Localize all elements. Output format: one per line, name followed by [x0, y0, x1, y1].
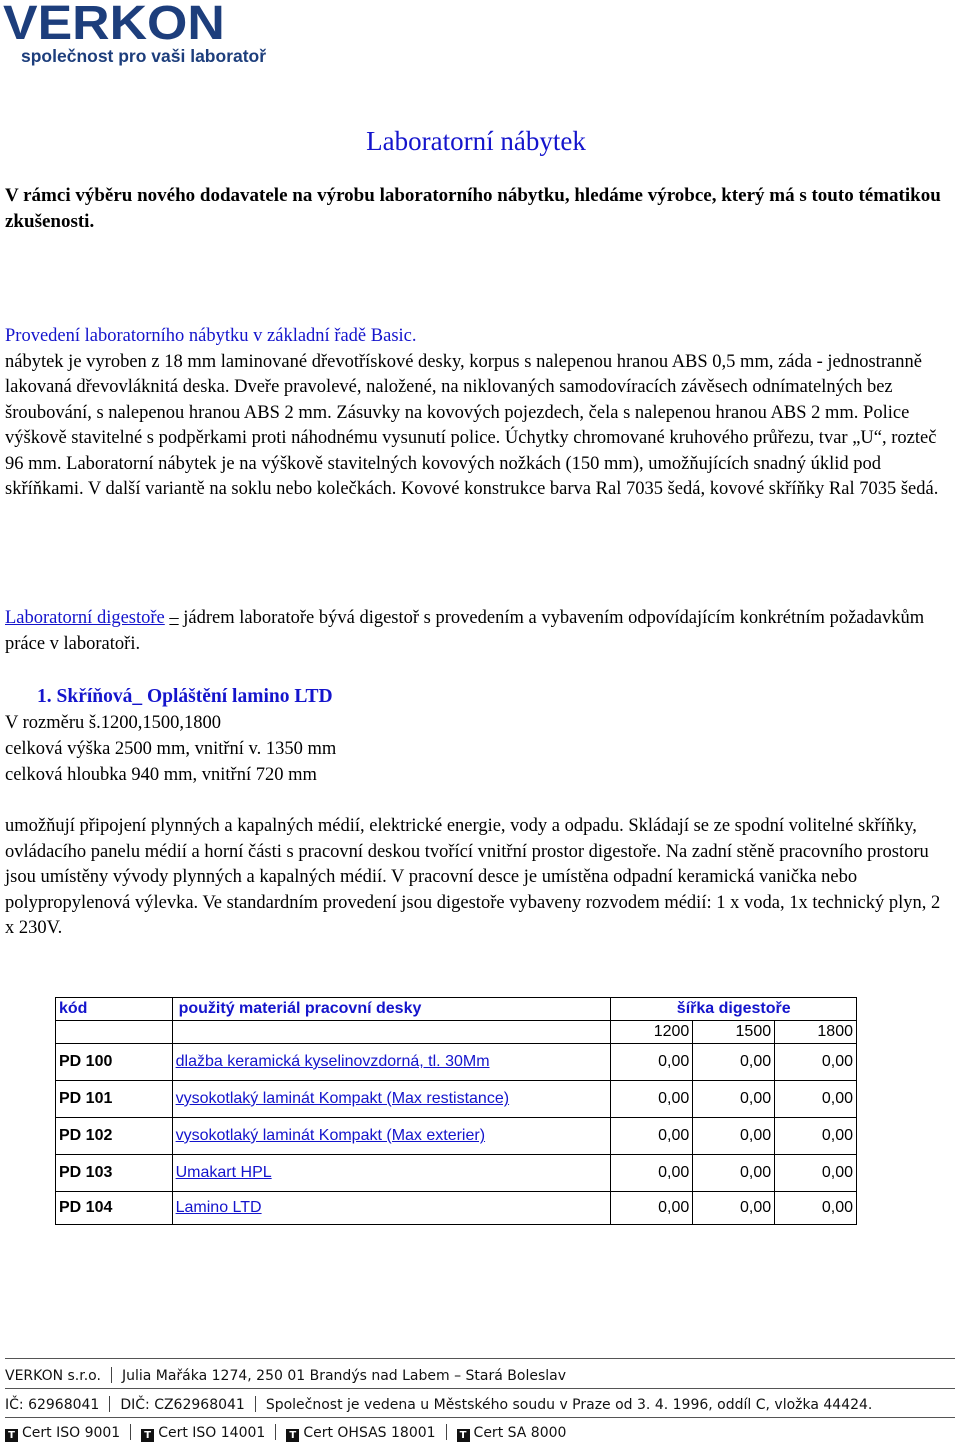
footer-address: Julia Mařáka 1274, 250 01 Brandýs nad Labem – Stará Boleslav: [121, 1368, 567, 1384]
row-value: 0,00: [611, 1081, 693, 1118]
row-value: 0,00: [693, 1155, 775, 1192]
row-value: 0,00: [611, 1155, 693, 1192]
row-code: PD 102: [56, 1118, 173, 1155]
digestor-text: jádrem laboratoře bývá digestoř s provedením a vybavením odpovídajícím konkrétním požadavkům práce v laboratoři.: [5, 608, 925, 654]
table-row: [56, 1081, 857, 1118]
item-spec: [5, 710, 336, 788]
basic-section: [5, 324, 953, 503]
table-row: [56, 1192, 857, 1225]
footer-separator: [130, 1424, 131, 1440]
header-width: šířka digestoře: [611, 998, 857, 1021]
page-title: Laboratorní nábytek: [366, 126, 586, 156]
row-material: vysokotlaký laminát Kompakt (Max exterier): [172, 1118, 611, 1155]
row-code: PD 104: [56, 1192, 173, 1225]
cert-badge-icon: T: [5, 1429, 18, 1442]
spec-line: celková hloubka 940 mm, vnitřní 720 mm: [5, 765, 317, 785]
cert-iso14001: Cert ISO 14001: [158, 1425, 266, 1441]
cert-ohsas: Cert OHSAS 18001: [303, 1425, 436, 1441]
price-table: [55, 997, 857, 1225]
table-width-row: [56, 1021, 857, 1044]
header-material: použitý materiál pracovní desky: [172, 998, 611, 1021]
width-1800: 1800: [775, 1021, 857, 1044]
row-material: vysokotlaký laminát Kompakt (Max restistance): [172, 1081, 611, 1118]
row-code: PD 101: [56, 1081, 173, 1118]
table-row: [56, 1044, 857, 1081]
row-material: dlažba keramická kyselinovzdorná, tl. 30Mm: [172, 1044, 611, 1081]
row-value: 0,00: [775, 1192, 857, 1225]
spec-line: V rozměru š.1200,1500,1800: [5, 713, 221, 733]
row-value: 0,00: [611, 1044, 693, 1081]
basic-text: nábytek je vyroben z 18 mm laminované dřevotřískové desky, korpus s nalepenou hranou ABS 0,5 mm, záda - jednostranně lakovaná dřevovláknitá deska. Dveře pravolevé, naložené, na niklovaných samodovíracích závěsech odnímatelných bez šroubování, s nalepenou hranou ABS 2 mm. Zásuvky na kovových pojezdech, čela s nalepenou hranou ABS 2 mm. Police výškově stavitelné s podpěrkami proti náhodnému vysunutí police. Úchytky chromované kruhového průřezu, tvar „U“, rozteč 96 mm. Laboratorní nábytek je na výškově stavitelných kovových nožkách (150 mm), umožňujících snadný úklid pod skříňkami. V další variantě na soklu nebo kolečkách. Kovové konstrukce barva Ral 7035 šedá, kovové skříňky Ral 7035 šedá.: [5, 351, 939, 499]
row-code: PD 103: [56, 1155, 173, 1192]
row-value: 0,00: [693, 1192, 775, 1225]
digestor-section: [5, 606, 953, 657]
row-value: 0,00: [693, 1118, 775, 1155]
logo-subtitle: společnost pro vaši laboratoř: [21, 46, 267, 66]
row-value: 0,00: [693, 1044, 775, 1081]
footer-ico: IČ: 62968041: [5, 1397, 100, 1413]
table-header-row: [56, 998, 857, 1021]
row-value: 0,00: [611, 1192, 693, 1225]
intro-paragraph: V rámci výběru nového dodavatele na výrobu laboratorního nábytku, hledáme výrobce, který má s touto tématikou zkušenosti.: [5, 185, 941, 232]
cert-iso9001: Cert ISO 9001: [22, 1425, 121, 1441]
logo-wordmark: VERKON: [3, 0, 225, 50]
digestor-heading: Laboratorní digestoře: [5, 608, 165, 628]
cert-sa8000: Cert SA 8000: [473, 1425, 567, 1441]
footer-company: VERKON s.r.o.: [5, 1368, 101, 1384]
cert-badge-icon: T: [457, 1429, 470, 1442]
row-material: Lamino LTD: [172, 1192, 611, 1225]
row-value: 0,00: [775, 1155, 857, 1192]
footer-separator: [111, 1367, 112, 1383]
width-1200: 1200: [611, 1021, 693, 1044]
table-row: [56, 1118, 857, 1155]
cert-badge-icon: T: [141, 1429, 154, 1442]
footer-separator: [109, 1396, 110, 1412]
width-1500: 1500: [693, 1021, 775, 1044]
footer-dic: DIČ: CZ62968041: [120, 1397, 245, 1413]
footer-address-row: [5, 1367, 566, 1384]
table-cell: [172, 1021, 611, 1044]
table-row: [56, 1155, 857, 1192]
row-value: 0,00: [775, 1044, 857, 1081]
digestor-dash: –: [169, 608, 179, 628]
header-code: kód: [56, 998, 173, 1021]
footer-separator: [275, 1424, 276, 1440]
row-value: 0,00: [693, 1081, 775, 1118]
row-value: 0,00: [775, 1118, 857, 1155]
description-paragraph: umožňují připojení plynných a kapalných médií, elektrické energie, vody a odpadu. Skládají se ze spodní volitelné skříňky, ovládacího panelu médií a horní části s pracovní deskou tvořící vnitřní prostor digestoře. Na zadní stěně pracovního prostoru jsou umístěny vývody plynných a kapalných médií. V pracovní desce je umístěna odpadní keramická vanička nebo polypropylenová výlevka. Ve standardním provedení jsou digestoře vybaveny rozvodem médií: 1 x voda, 1x technický plyn, 2 x 230V.: [5, 816, 941, 938]
footer-divider: [5, 1388, 955, 1389]
footer-cert-row: [5, 1424, 566, 1442]
row-value: 0,00: [775, 1081, 857, 1118]
spec-line: celková výška 2500 mm, vnitřní v. 1350 mm: [5, 739, 337, 759]
row-material: Umakart HPL: [172, 1155, 611, 1192]
table-cell: [56, 1021, 173, 1044]
company-logo: [3, 2, 273, 66]
footer-separator: [446, 1424, 447, 1440]
footer-registry: Společnost je vedena u Městského soudu v Praze od 3. 4. 1996, oddíl C, vložka 44424.: [265, 1397, 873, 1413]
basic-heading: Provedení laboratorního nábytku v základní řadě Basic.: [5, 326, 417, 346]
cert-badge-icon: T: [286, 1429, 299, 1442]
row-value: 0,00: [611, 1118, 693, 1155]
footer-registry-row: [5, 1396, 872, 1413]
footer-separator: [255, 1396, 256, 1412]
footer-divider: [5, 1417, 955, 1418]
item-heading: 1. Skříňová_ Opláštění lamino LTD: [37, 686, 333, 707]
row-code: PD 100: [56, 1044, 173, 1081]
footer-divider: [5, 1358, 955, 1359]
